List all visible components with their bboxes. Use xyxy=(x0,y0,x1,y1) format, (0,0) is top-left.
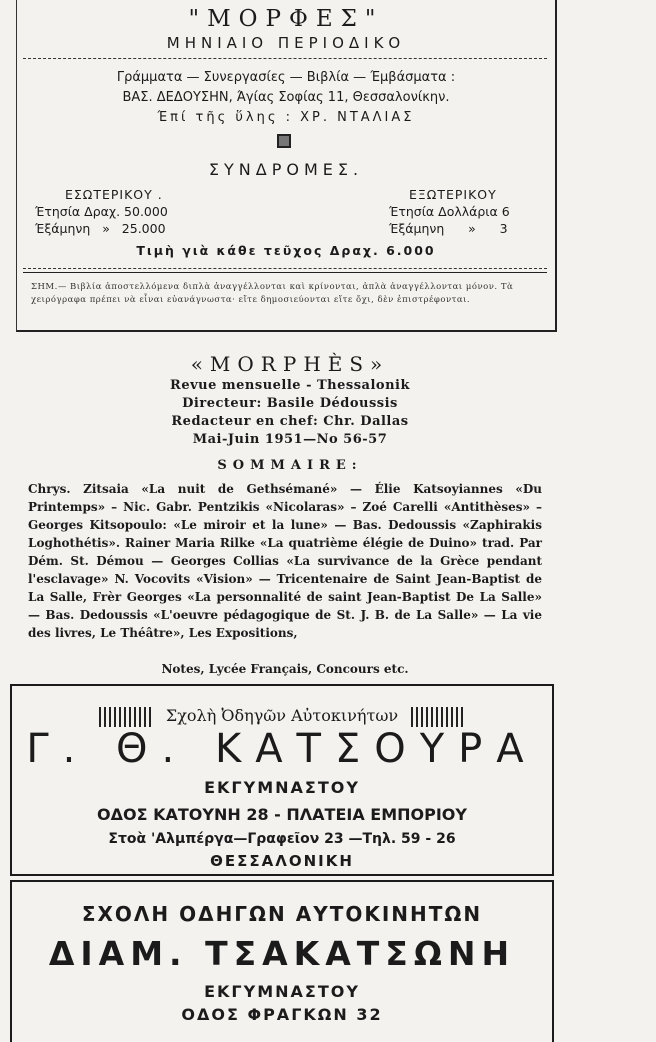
french-director: Directeur: Basile Dédoussis xyxy=(182,396,398,411)
ornament-icon xyxy=(277,134,291,148)
magazine-title: "ΜΟΡΦΕΣ" xyxy=(188,6,384,32)
ad1-instructor-name: Γ. Θ. ΚΑΤΣΟΥΡΑ xyxy=(26,726,538,772)
foreign-label: ΕΞΩΤΕΡΙΚΟΥ xyxy=(409,187,497,202)
ad2-address: ΟΔΟΣ ΦΡΑΓΚΩΝ 32 xyxy=(181,1005,383,1024)
french-editor: Redacteur en chef: Chr. Dallas xyxy=(171,414,409,429)
ad1-school-name xyxy=(12,706,552,727)
magazine-subtitle: ΜΗΝΙΑΙΟ ΠΕΡΙΟΔΙΚΟ xyxy=(166,34,406,52)
ad2-school-name: ΣΧΟΛΗ ΟΔΗΓΩΝ ΑΥΤΟΚΙΝΗΤΩΝ xyxy=(81,902,483,926)
foreign-yearly: Έτησία Δολλάρια 6 xyxy=(389,204,510,219)
french-title: «MORPHÈS» xyxy=(190,352,390,376)
french-subtitle: Revue mensuelle - Thessalonik xyxy=(170,378,410,393)
french-issue: Mai-Juin 1951—No 56-57 xyxy=(192,432,388,447)
driving-school-ad-katsoura xyxy=(10,684,554,876)
table-of-contents-end: Notes, Lycée Français, Concours etc. xyxy=(161,662,409,676)
ad1-city: ΘΕΣΣΑΛΟΝΙΚΗ xyxy=(210,852,354,870)
ornament-bars-icon xyxy=(99,707,153,727)
topics-line: Γράμματα — Συνεργασίες — Βιβλία — Έμβάσματα : xyxy=(116,70,456,85)
driving-school-ad-tsakatsoni xyxy=(10,880,554,1042)
ad1-office: Στοὰ 'Αλμπέργα—Γραφεῖον 23 —Τηλ. 59 - 26 xyxy=(108,831,456,847)
domestic-half-year: Έξάμηνη » 25.000 xyxy=(35,221,166,236)
editorial-note: ΣΗΜ.— Βιβλία ἀποστελλόμενα διπλὰ ἀναγγέλλονται καὶ κρίνονται, ἁπλὰ ἀναγγέλλονται μόνον. Τὰ χειρόγραφα πρέπει νὰ εἶναι εὐανάγνωστα· εἴτε δημοσιεύονται εἴτε ὄχι, δὲν ἐπιστρέφονται. xyxy=(31,282,514,305)
divider xyxy=(23,268,547,269)
domestic-yearly: Έτησία Δραχ. 50.000 xyxy=(35,204,168,219)
address-line: ΒΑΣ. ΔΕΔΟΥΣΗΝ, Άγίας Σοφίας 11, Θεσσαλονίκην. xyxy=(122,90,450,105)
domestic-column xyxy=(35,186,235,237)
ad2-instructor-name: ΔΙΑΜ. ΤΣΑΚΑΤΣΩΝΗ xyxy=(48,934,516,973)
ad1-title: ΕΚΓΥΜΝΑΣΤΟΥ xyxy=(204,778,360,797)
divider xyxy=(23,272,547,273)
foreign-half-year: Έξάμηνη » 3 xyxy=(389,221,508,236)
issue-price: Τιμὴ γιὰ κάθε τεῦχος Δραχ. 6.000 xyxy=(136,243,436,258)
magazine-info-box xyxy=(16,0,557,332)
editor-line: Έπί τῆς ὕλης : ΧΡ. ΝΤΑΛΙΑΣ xyxy=(157,110,415,125)
table-of-contents: Chrys. Zitsaia «La nuit de Gethsémané» — Élie Katsoyiannes «Du Printemps» – Nic. Gabr. Pentzikis «Nicolaras» – Zoé Carelli «Antithèses» – Georges Kitsopoulo: «Le miroir et la lune» — Bas. Dedoussis «Zaphirakis Loghothétis». Rainer Maria Rilke «La quatrième élégie de Duino» trad. Par Dém. St. Démou — Georges Collias «La survivance de la Grèce pendant l'esclavage» N. Vocovits «Vision» — Tricentenaire de Saint Jean-Baptist de La Salle, Frèr Georges «La personnalité de saint Jean-Baptist De La Salle» — Bas. Dedoussis «L'oeuvre pédagogique de St. J. B. de La Salle» — La vie des livres, Le Théâtre», Les Expositions, xyxy=(28,482,542,640)
ad2-title: ΕΚΓΥΜΝΑΣΤΟΥ xyxy=(204,982,360,1001)
subscriptions-heading: ΣΥΝΔΡΟΜΕΣ. xyxy=(208,160,364,179)
ornament-bars-icon xyxy=(411,707,465,727)
sommaire-heading: SOMMAIRE: xyxy=(217,458,363,473)
ad1-address: ΟΔΟΣ ΚΑΤΟΥΝΗ 28 - ΠΛΑΤΕΙΑ ΕΜΠΟΡΙΟΥ xyxy=(97,805,467,824)
divider xyxy=(23,58,547,59)
foreign-column xyxy=(389,186,549,237)
ad1-school-label: Σχολὴ Ὀδηγῶν Αὐτοκινήτων xyxy=(165,706,399,725)
domestic-label: ΕΣΩΤΕΡΙΚΟΥ . xyxy=(65,187,163,202)
